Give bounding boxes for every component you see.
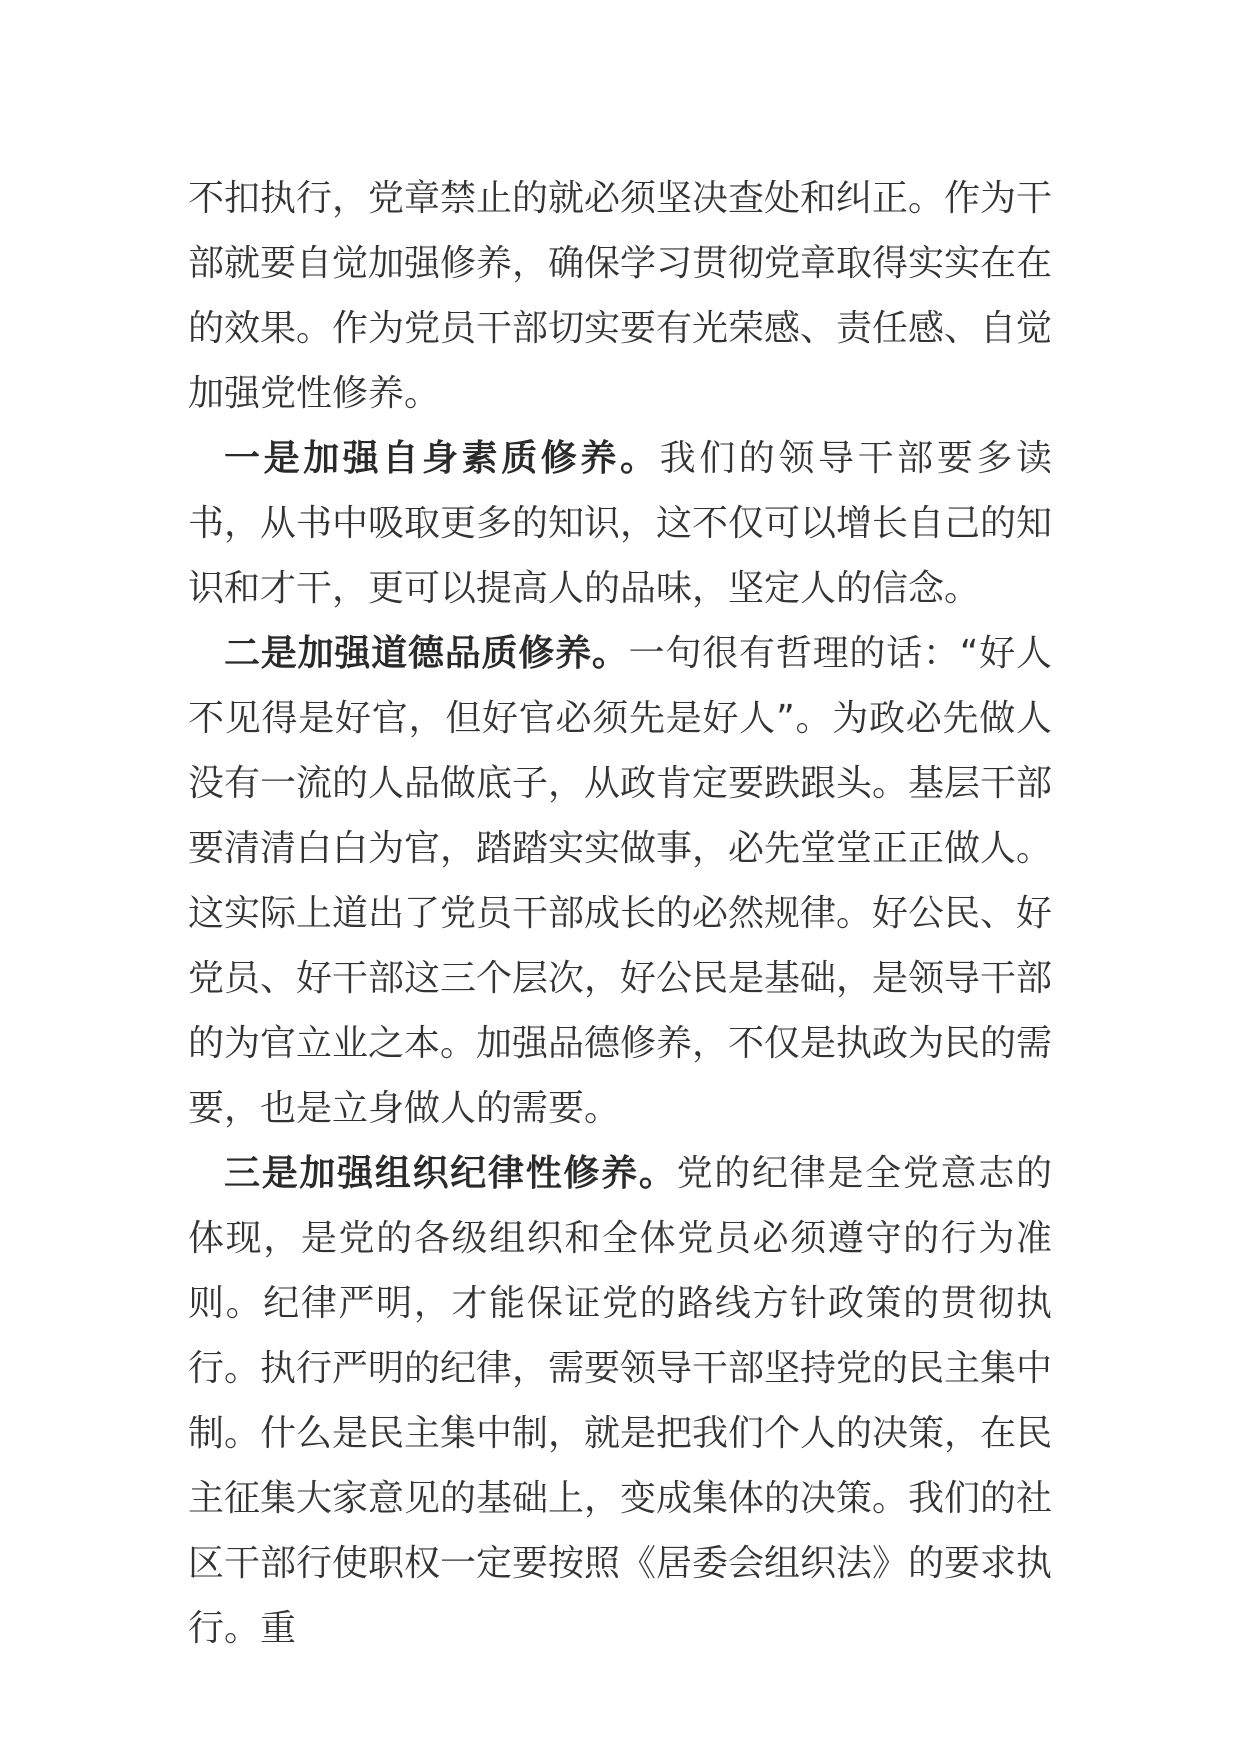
- paragraph-continuation: [188, 166, 1052, 426]
- paragraph-discipline: [188, 1141, 1052, 1661]
- paragraph-text: 不扣执行，党章禁止的就必须坚决查处和纠正。作为干部就要自觉加强修养，确保学习贯彻党章取得实实在在的效果。作为党员干部切实要有光荣感、责任感、自觉加强党性修养。: [188, 178, 1053, 414]
- paragraph-text: 党的纪律是全党意志的体现，是党的各级组织和全体党员必须遵守的行为准则。纪律严明，才能保证党的路线方针政策的贯彻执行。执行严明的纪律，需要领导干部坚持党的民主集中制。什么是民主集中制，就是把我们个人的决策，在民主征集大家意见的基础上，变成集体的决策。我们的社区干部行使职权一定要按照《居委会组织法》的要求执行。重: [188, 1153, 1053, 1649]
- paragraph-self-quality: [188, 426, 1052, 621]
- paragraph-text: 一句很有哲理的话：“好人不见得是好官，但好官必须先是好人”。为政必先做人没有一流的人品做底子，从政肯定要跌跟头。基层干部要清清白白为官，踏踏实实做事，必先堂堂正正做人。这实际上道出了党员干部成长的必然规律。好公民、好党员、好干部这三个层次，好公民是基础，是领导干部的为官立业之本。加强品德修养，不仅是执政为民的需要，也是立身做人的需要。: [188, 633, 1053, 1129]
- paragraph-lead: 二是加强道德品质修养。: [224, 633, 629, 674]
- paragraph-moral-quality: [188, 621, 1052, 1141]
- document-body: [188, 166, 1052, 1661]
- paragraph-lead: 一是加强自身素质修养。: [224, 438, 660, 479]
- paragraph-lead: 三是加强组织纪律性修养。: [224, 1153, 677, 1194]
- paragraph-text: 我们的领导干部要多读书，从书中吸取更多的知识，这不仅可以增长自己的知识和才干，更可以提高人的品味，坚定人的信念。: [188, 438, 1053, 609]
